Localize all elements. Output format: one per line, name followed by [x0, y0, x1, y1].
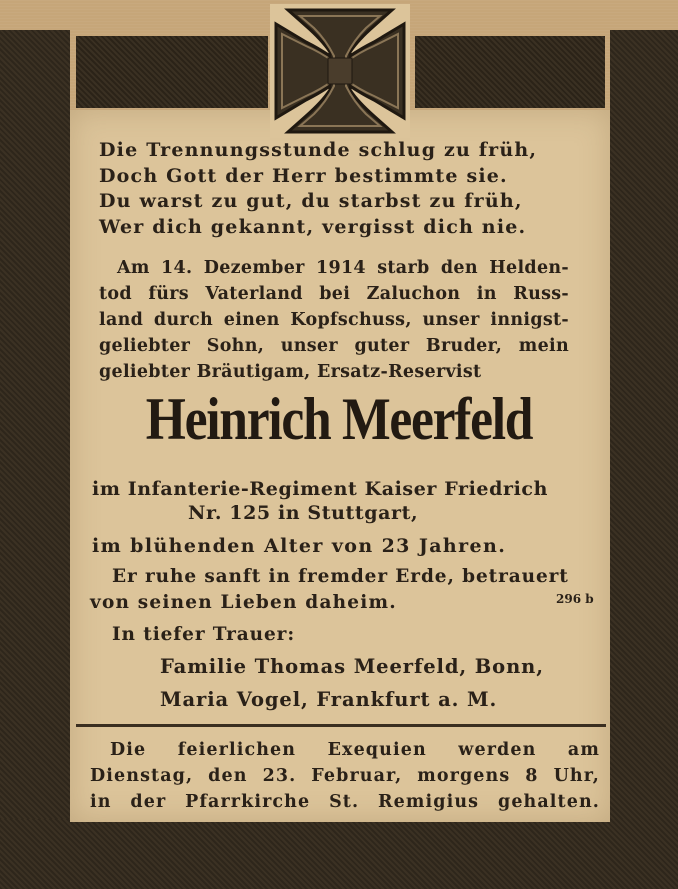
regiment-line: im Infanterie-Regiment Kaiser Friedrich: [92, 478, 549, 500]
age-line: im blühenden Alter von 23 Jahren.: [92, 535, 507, 557]
poem-line: Wer dich gekannt, vergisst dich nie.: [99, 215, 527, 238]
announcement-line: Am 14. Dezember 1914 starb den Helden-: [117, 258, 569, 278]
announcement-line: tod fürs Vaterland bei Zaluchon in Russ-: [99, 284, 569, 304]
rest-line: Er ruhe sanft in fremder Erde, betrauert: [112, 566, 569, 587]
funeral-line: in der Pfarrkirche St. Remigius gehalten.: [90, 792, 600, 812]
mourning-border-bottom: [0, 819, 678, 889]
mourning-bar-right: [415, 36, 605, 108]
poem-line: Doch Gott der Herr bestimmte sie.: [99, 164, 508, 187]
poem-verse: [99, 138, 537, 240]
mourner-line: Maria Vogel, Frankfurt a. M.: [160, 688, 498, 711]
funeral-notice: [90, 737, 600, 815]
funeral-line: Dienstag, den 23. Februar, morgens 8 Uhr,: [90, 766, 600, 786]
iron-cross-icon: [270, 4, 410, 138]
announcement-line: geliebter Bräutigam, Ersatz-Reservist: [99, 362, 482, 382]
section-divider: [76, 724, 606, 727]
regiment-line: Nr. 125 in Stuttgart,: [188, 502, 419, 524]
mourner-line: Familie Thomas Meerfeld, Bonn,: [160, 655, 544, 678]
funeral-line: Die feierlichen Exequien werden am: [110, 740, 600, 760]
reference-number: 296 b: [556, 592, 594, 606]
announcement-line: geliebter Sohn, unser guter Bruder, mein: [99, 336, 569, 356]
death-announcement: [99, 255, 569, 385]
deceased-name: Heinrich Meerfeld: [145, 386, 533, 452]
poem-line: Die Trennungsstunde schlug zu früh,: [99, 139, 538, 161]
poem-line: Du warst zu gut, du starbst zu früh,: [99, 190, 523, 212]
announcement-line: land durch einen Kopfschuss, unser innigst-: [99, 310, 569, 330]
mourning-bar-left: [76, 36, 268, 108]
rest-line: von seinen Lieben daheim.: [90, 592, 397, 613]
mourning-label: In tiefer Trauer:: [112, 624, 296, 645]
